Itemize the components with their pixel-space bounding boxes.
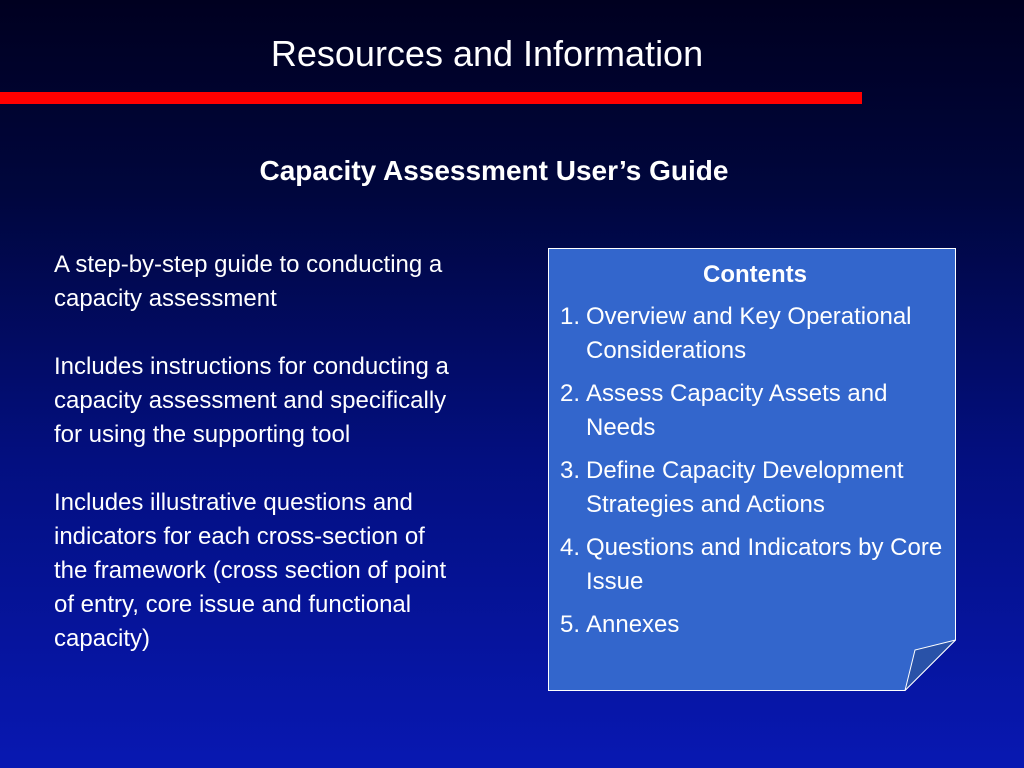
description-paragraph: A step-by-step guide to conducting a capacity assessment	[54, 251, 443, 312]
list-item	[560, 454, 950, 522]
title-underline-bar	[0, 92, 862, 104]
list-item	[560, 608, 950, 642]
list-item-number: 2.	[560, 380, 581, 407]
list-item-number: 3.	[560, 457, 581, 484]
list-item-text: Define Capacity Development Strategies and Actions	[586, 457, 904, 518]
list-item-text: Annexes	[586, 611, 680, 638]
list-item	[560, 377, 950, 445]
list-item-number: 1.	[560, 303, 581, 330]
description-paragraph: Includes instructions for conducting a capacity assessment and specifically for using the supporting tool	[54, 353, 449, 448]
slide-title: Resources and Information	[270, 33, 704, 74]
list-item-number: 5.	[560, 611, 581, 638]
list-item-text: Overview and Key Operational Considerations	[586, 303, 912, 364]
description-text	[54, 248, 464, 690]
contents-heading: Contents	[703, 261, 807, 288]
description-paragraph: Includes illustrative questions and indicators for each cross-section of the framework (cross section of point of entry, core issue and functional capacity)	[54, 489, 447, 652]
contents-panel	[548, 248, 956, 691]
list-item-number: 4.	[560, 534, 581, 561]
list-item-text: Questions and Indicators by Core Issue	[586, 534, 943, 595]
slide-subtitle: Capacity Assessment User’s Guide	[259, 155, 729, 186]
list-item	[560, 300, 950, 368]
contents-list	[560, 300, 950, 642]
list-item	[560, 531, 950, 599]
list-item-text: Assess Capacity Assets and Needs	[586, 380, 888, 441]
